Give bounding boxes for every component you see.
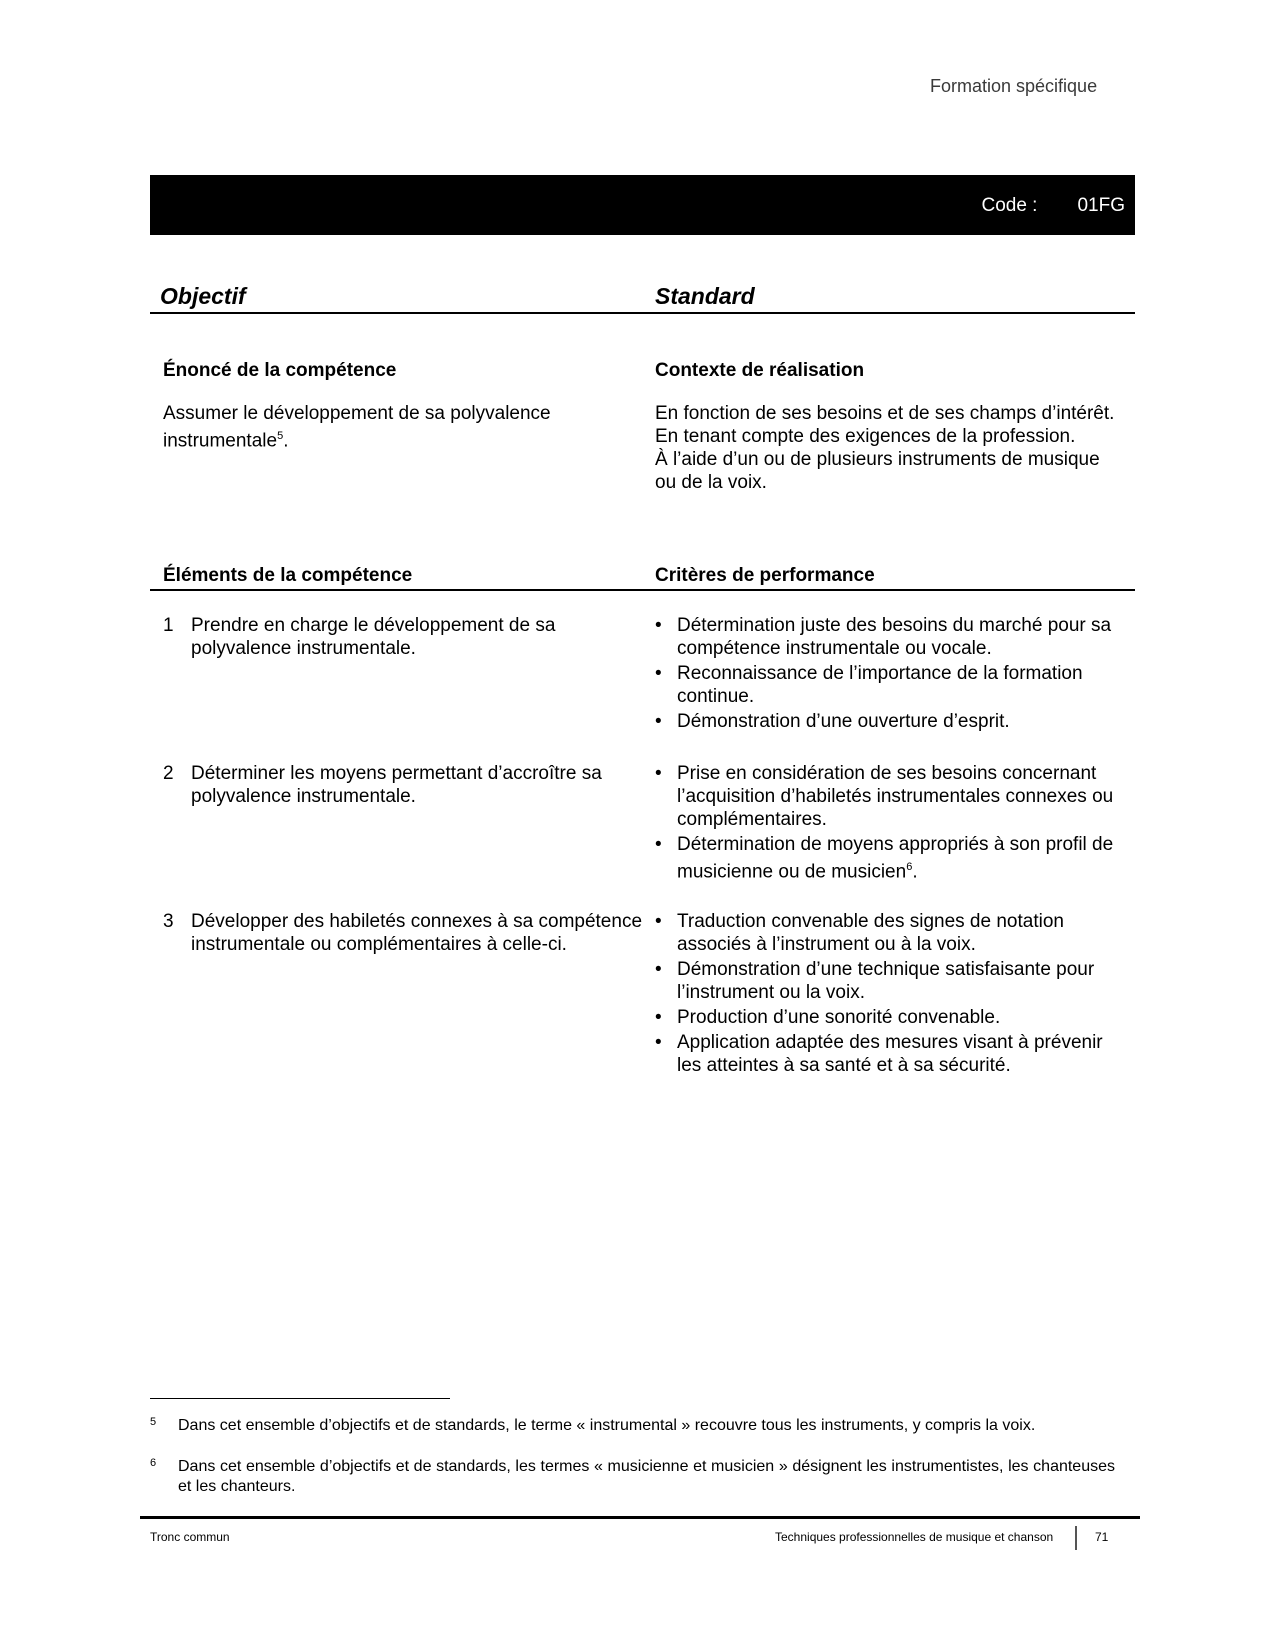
elements-divider xyxy=(150,589,1135,591)
criterion-item: • Application adaptée des mesures visant à prévenir les atteintes à sa santé et à sa sécurité. xyxy=(655,1032,1103,1076)
bullet-icon: • xyxy=(655,911,662,932)
criteria-2 xyxy=(655,762,1115,885)
criterion-item: • Démonstration d’une ouverture d’esprit. xyxy=(655,711,1010,732)
bullet-icon: • xyxy=(655,1007,662,1028)
element-number: 3 xyxy=(163,911,174,932)
footnote-text: Dans cet ensemble d’objectifs et de standards, le terme « instrumental » recouvre tous les instruments, y compris la voix. xyxy=(178,1417,1036,1434)
criteria-3 xyxy=(655,910,1115,1079)
competence-period: . xyxy=(283,430,289,452)
contexte-line: En tenant compte des exigences de la profession. xyxy=(655,426,1076,447)
bullet-icon: • xyxy=(655,834,662,855)
footnote-ref-6: 6 xyxy=(906,861,913,873)
footnote-number: 6 xyxy=(150,1457,157,1469)
criteria-1 xyxy=(655,614,1115,735)
contexte-line: À l’aide d’un ou de plusieurs instruments de musique ou de la voix. xyxy=(655,449,1100,493)
element-2 xyxy=(163,762,643,808)
competence-text xyxy=(163,402,643,452)
criterion-item: • Prise en considération de ses besoins concernant l’acquisition d’habiletés instrumentales connexes ou complémentaires. xyxy=(655,763,1114,830)
footer-program: Techniques professionnelles de musique et chanson xyxy=(775,1530,1054,1544)
element-1 xyxy=(163,614,643,660)
element-text: Déterminer les moyens permettant d’accroître sa polyvalence instrumentale. xyxy=(191,763,602,807)
footer-rule xyxy=(140,1516,1140,1519)
bullet-icon: • xyxy=(655,1032,662,1053)
footer-left: Tronc commun xyxy=(150,1530,230,1544)
element-text: Développer des habiletés connexes à sa compétence instrumentale ou complémentaires à celle-ci. xyxy=(191,911,643,955)
footer-separator xyxy=(1075,1526,1077,1550)
column-heading-objectif: Objectif xyxy=(160,283,246,309)
contexte-heading: Contexte de réalisation xyxy=(655,360,865,381)
footnote-5 xyxy=(150,1416,1115,1436)
criterion-item: • Détermination juste des besoins du marché pour sa compétence instrumentale ou vocale. xyxy=(655,615,1112,659)
bullet-icon: • xyxy=(655,615,662,636)
criterion-item: • Traduction convenable des signes de notation associés à l’instrument ou à la voix. xyxy=(655,911,1064,955)
footnote-ref-5: 5 xyxy=(277,430,284,442)
footnote-rule xyxy=(150,1398,450,1399)
column-heading-standard: Standard xyxy=(655,283,755,309)
element-number: 2 xyxy=(163,763,174,784)
element-text: Prendre en charge le développement de sa polyvalence instrumentale. xyxy=(191,615,556,659)
footnote-number: 5 xyxy=(150,1416,157,1428)
competence-heading: Énoncé de la compétence xyxy=(163,360,397,381)
heading-divider xyxy=(150,312,1135,314)
element-number: 1 xyxy=(163,615,174,636)
code-bar xyxy=(150,175,1135,235)
contexte-text xyxy=(655,402,1115,494)
bullet-icon: • xyxy=(655,763,662,784)
bullet-icon: • xyxy=(655,711,662,732)
criterion-item: • Démonstration d’une technique satisfaisante pour l’instrument ou la voix. xyxy=(655,959,1095,1003)
top-label: Formation spécifique xyxy=(930,76,1098,96)
criterion-item: • Production d’une sonorité convenable. xyxy=(655,1007,1001,1028)
page-number: 71 xyxy=(1095,1530,1109,1544)
bullet-icon: • xyxy=(655,959,662,980)
elements-heading: Éléments de la compétence xyxy=(163,565,413,586)
element-3 xyxy=(163,910,643,956)
footnote-6 xyxy=(150,1457,1115,1497)
code-value: 01FG xyxy=(1077,195,1125,216)
criterion-item: • Reconnaissance de l’importance de la formation continue. xyxy=(655,663,1083,707)
criteres-heading: Critères de performance xyxy=(655,565,875,586)
contexte-line: En fonction de ses besoins et de ses champs d’intérêt. xyxy=(655,403,1115,424)
code-label: Code : xyxy=(981,195,1038,216)
bullet-icon: • xyxy=(655,663,662,684)
footnote-text: Dans cet ensemble d’objectifs et de standards, les termes « musicienne et musicien » désignent les instrumentistes, les chanteuses et les chanteurs. xyxy=(178,1458,1115,1495)
competence-statement: Assumer le développement de sa polyvalence instrumentale xyxy=(163,403,551,452)
criterion-item: • Détermination de moyens appropriés à son profil de musicienne ou de musicien$^6$. xyxy=(655,834,1114,883)
code-label-group xyxy=(981,195,1125,217)
